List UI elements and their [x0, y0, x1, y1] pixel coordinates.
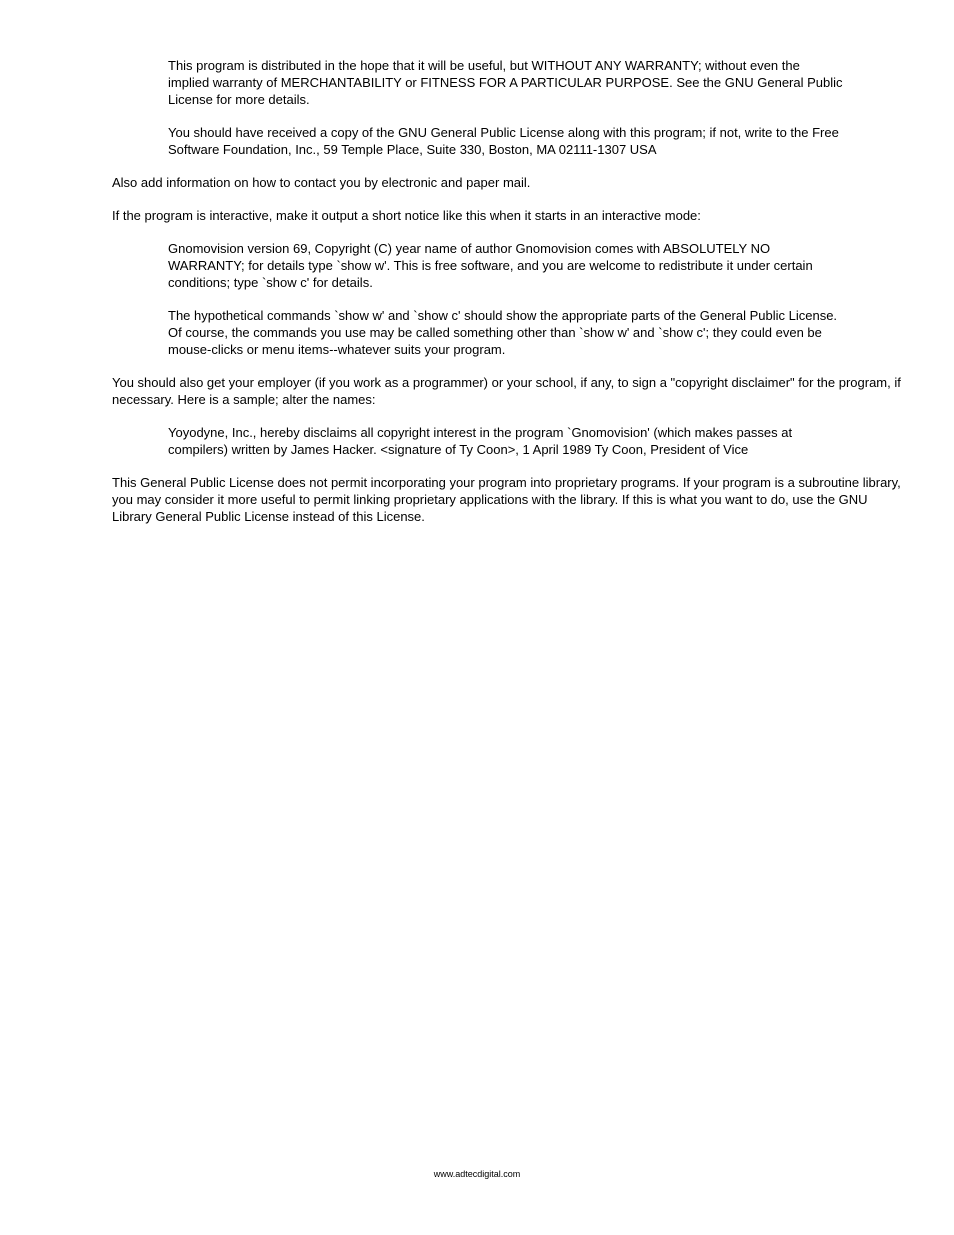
- paragraph-gnomovision-notice: Gnomovision version 69, Copyright (C) year name of author Gnomovision comes with ABSOLUTELY NO WARRANTY; for details type `show w'. This is free software, and you are welcome to redistribute it under certain conditions; type `show c' for details.: [168, 241, 813, 290]
- paragraph-library-license: This General Public License does not permit incorporating your program into proprietary programs. If your program is a subroutine library, you may consider it more useful to permit linking proprietary applications with the library. If this is what you want to do, use the GNU Library General Public License instead of this License.: [112, 475, 901, 524]
- paragraph-contact-info: Also add information on how to contact you by electronic and paper mail.: [112, 175, 531, 190]
- paragraph-warranty-disclaimer: This program is distributed in the hope that it will be useful, but WITHOUT ANY WARRANTY; without even the implied warranty of MERCHANTABILITY or FITNESS FOR A PARTICULAR PURPOSE. See the GNU General Public License for more details.: [168, 58, 843, 107]
- paragraph-copyright-disclaimer: You should also get your employer (if you work as a programmer) or your school, if any, to sign a "copyright disclaimer" for the program, if necessary. Here is a sample; alter the names:: [112, 375, 901, 407]
- paragraph-hypothetical-commands: The hypothetical commands `show w' and `show c' should show the appropriate parts of the General Public License. Of course, the commands you use may be called something other than `show w' and `show c'; they could even be mouse-clicks or menu items--whatever suits your program.: [168, 308, 838, 357]
- document-body: [112, 57, 902, 541]
- footer-url: www.adtecdigital.com: [433, 1169, 521, 1179]
- paragraph-yoyodyne-sample: Yoyodyne, Inc., hereby disclaims all copyright interest in the program `Gnomovision' (which makes passes at compilers) written by James Hacker. <signature of Ty Coon>, 1 April 1989 Ty Coon, President of Vice: [168, 425, 793, 457]
- paragraph-interactive-notice: If the program is interactive, make it output a short notice like this when it starts in an interactive mode:: [112, 208, 701, 223]
- paragraph-license-copy: You should have received a copy of the GNU General Public License along with this program; if not, write to the Free Software Foundation, Inc., 59 Temple Place, Suite 330, Boston, MA 02111-1307 USA: [168, 125, 839, 157]
